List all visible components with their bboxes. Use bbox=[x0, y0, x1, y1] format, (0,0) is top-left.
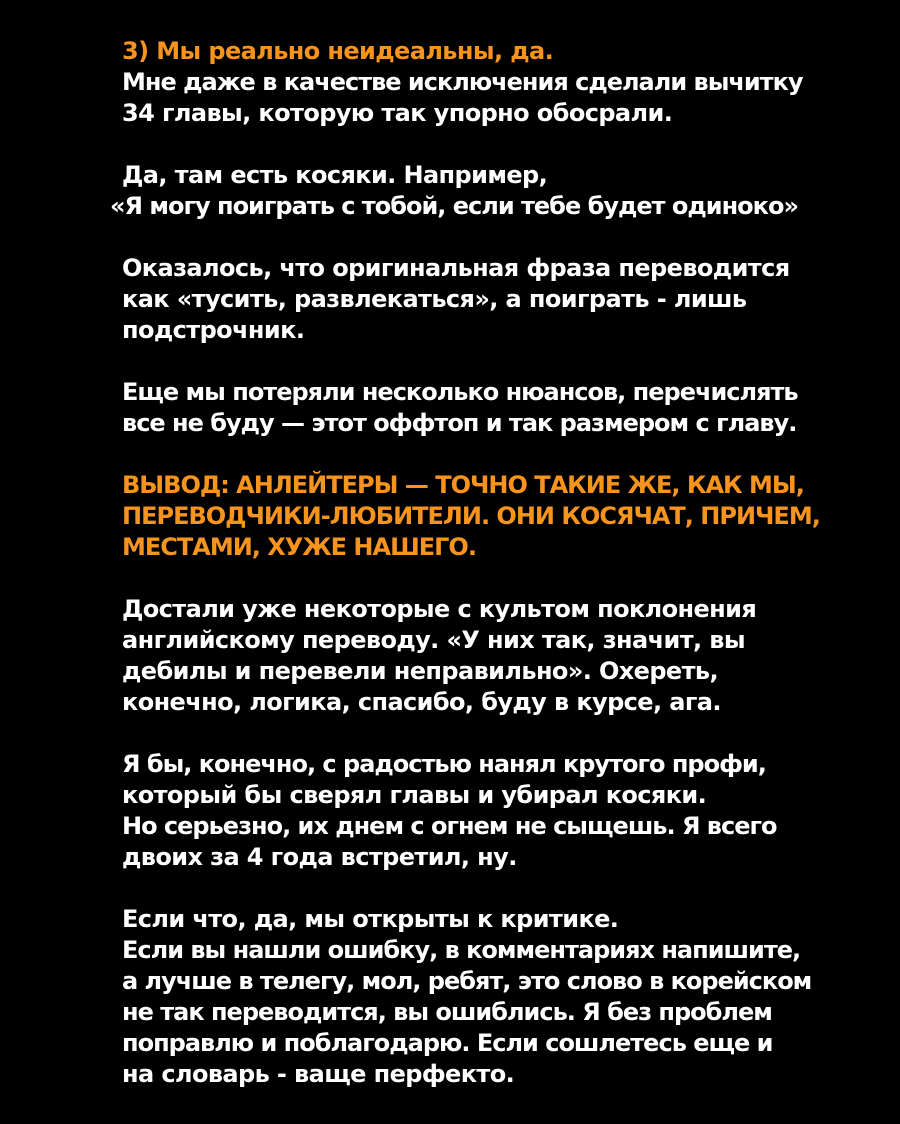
text-line: как «тусить, развлекаться», а поиграть - лишь bbox=[122, 285, 747, 313]
text-line: Еще мы потеряли несколько нюансов, перечислять bbox=[122, 378, 798, 406]
text-line: поправлю и поблагодарю. Если сошлетесь еще и bbox=[122, 1029, 773, 1057]
quoted-phrase: «Я могу поиграть с тобой, если тебе будет одиноко» bbox=[110, 192, 798, 220]
paragraph-criticism bbox=[122, 904, 862, 1090]
paragraph-example bbox=[110, 160, 862, 222]
text-line: 34 главы, которую так упорно обосрали. bbox=[122, 99, 673, 127]
conclusion-line: ПЕРЕВОДЧИКИ-ЛЮБИТЕЛИ. ОНИ КОСЯЧАТ, ПРИЧЕМ, bbox=[122, 502, 820, 530]
text-line: все не буду — этот оффтоп и так размером с главу. bbox=[122, 409, 797, 437]
text-line: двоих за 4 года встретил, ну. bbox=[122, 843, 517, 871]
text-line: не так переводится, вы ошиблись. Я без проблем bbox=[122, 998, 772, 1026]
text-line: Я бы, конечно, с радостью нанял крутого профи, bbox=[122, 750, 766, 778]
text-line: Если вы нашли ошибку, в комментариях напишите, bbox=[122, 936, 801, 964]
point-3-heading: 3) Мы реально неидеальны, да. bbox=[122, 37, 554, 65]
conclusion-line: МЕСТАМИ, ХУЖЕ НАШЕГО. bbox=[122, 533, 476, 561]
text-line: Если что, да, мы открыты к критике. bbox=[122, 905, 619, 933]
text-line: Но серьезно, их днем с огнем не сыщешь. Я всего bbox=[122, 812, 777, 840]
text-line: подстрочник. bbox=[122, 316, 305, 344]
text-line: на словарь - ваще перфекто. bbox=[122, 1060, 515, 1088]
conclusion-line: ВЫВОД: АНЛЕЙТЕРЫ — ТОЧНО ТАКИЕ ЖЕ, КАК МЫ, bbox=[122, 471, 804, 499]
text-line: который бы сверял главы и убирал косяки. bbox=[122, 781, 707, 809]
text-line: Оказалось, что оригинальная фраза переводится bbox=[122, 254, 790, 282]
text-line: а лучше в телегу, мол, ребят, это слово в корейском bbox=[122, 967, 812, 995]
paragraph-english-cult bbox=[122, 594, 862, 718]
paragraph-nuances bbox=[122, 377, 862, 439]
paragraph-pro-editor bbox=[122, 749, 862, 873]
text-line: Мне даже в качестве исключения сделали вычитку bbox=[122, 68, 803, 96]
text-line: английскому переводу. «У них так, значит, вы bbox=[122, 626, 745, 654]
paragraph-explanation bbox=[122, 253, 862, 346]
text-line: Достали уже некоторые с культом поклонения bbox=[122, 595, 757, 623]
paragraph-conclusion bbox=[122, 470, 862, 563]
paragraph-point-3 bbox=[122, 36, 862, 129]
text-line: Да, там есть косяки. Например, bbox=[122, 161, 548, 189]
text-line: конечно, логика, спасибо, буду в курсе, ага. bbox=[122, 688, 721, 716]
article-text bbox=[110, 36, 862, 1121]
text-line: дебилы и перевели неправильно». Охереть, bbox=[122, 657, 719, 685]
